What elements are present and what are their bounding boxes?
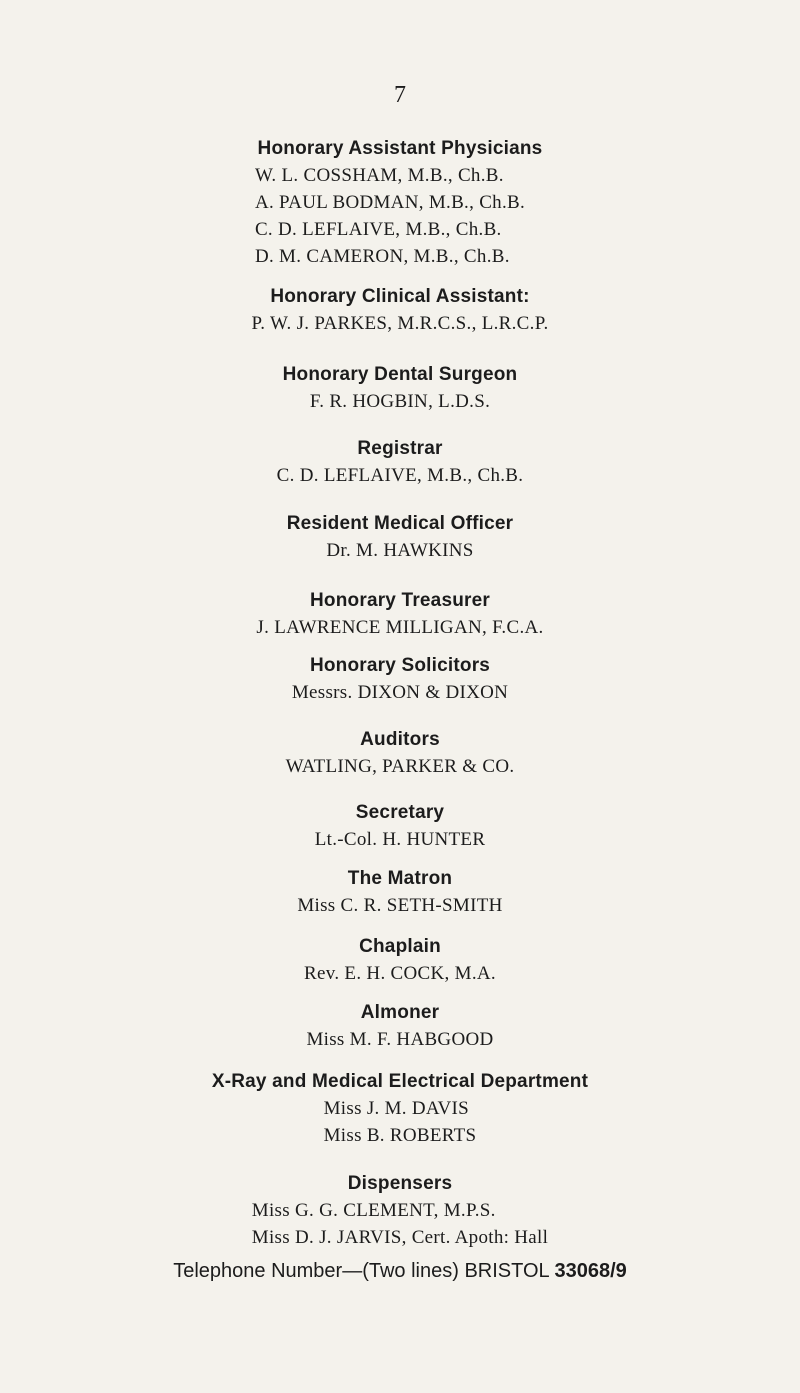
page-number: 7 xyxy=(394,82,406,108)
section-registrar xyxy=(0,436,800,489)
telephone-number: 33068/9 xyxy=(554,1260,627,1282)
name-entry: Rev. E. H. COCK, M.A. xyxy=(304,963,496,984)
section-heading: Almoner xyxy=(360,1002,440,1023)
section-honorary-solicitors xyxy=(0,653,800,706)
name-entry: Dr. M. HAWKINS xyxy=(326,540,474,561)
section-honorary-assistant-physicians xyxy=(0,136,800,270)
section-heading: Honorary Assistant Physicians xyxy=(257,138,543,159)
names-list xyxy=(251,310,548,337)
name-entry: Miss M. F. HABGOOD xyxy=(306,1029,494,1050)
names-list xyxy=(256,614,543,641)
name-entry: F. R. HOGBIN, L.D.S. xyxy=(309,391,491,412)
name-entry: C. D. LEFLAIVE, M.B., Ch.B. xyxy=(276,465,524,486)
names-list xyxy=(315,826,486,853)
telephone-line xyxy=(0,1260,800,1283)
names-list xyxy=(326,537,473,564)
section-heading: Chaplain xyxy=(359,936,441,957)
names-list xyxy=(286,753,515,780)
section-heading: Honorary Solicitors xyxy=(309,655,491,676)
section-resident-medical-officer xyxy=(0,511,800,564)
name-entry: J. LAWRENCE MILLIGAN, F.C.A. xyxy=(256,617,544,638)
name-entry: Miss C. R. SETH-SMITH xyxy=(297,895,503,916)
section-heading: X-Ray and Medical Electrical Department xyxy=(211,1071,589,1092)
section-auditors xyxy=(0,727,800,780)
name-entry: P. W. J. PARKES, M.R.C.S., L.R.C.P. xyxy=(251,313,549,334)
section-heading: Secretary xyxy=(355,802,445,823)
section-heading: Dispensers xyxy=(347,1173,453,1194)
section-xray-department xyxy=(0,1069,800,1149)
name-entry: Miss D. J. JARVIS, Cert. Apoth: Hall xyxy=(251,1227,549,1248)
names-list xyxy=(292,679,508,706)
section-heading: Honorary Dental Surgeon xyxy=(282,364,518,385)
names-list xyxy=(304,960,496,987)
name-entry: W. L. COSSHAM, M.B., Ch.B. xyxy=(254,165,504,186)
section-heading: Honorary Treasurer xyxy=(310,590,490,611)
section-dispensers xyxy=(0,1171,800,1251)
name-entry: Miss G. G. CLEMENT, M.P.S. xyxy=(251,1200,496,1221)
name-entry: A. PAUL BODMAN, M.B., Ch.B. xyxy=(254,192,526,213)
names-list xyxy=(255,162,525,270)
names-list xyxy=(277,462,524,489)
names-list xyxy=(324,1095,477,1149)
name-entry: WATLING, PARKER & CO. xyxy=(285,756,515,777)
name-entry: Lt.-Col. H. HUNTER xyxy=(314,829,486,850)
section-the-matron xyxy=(0,866,800,919)
section-honorary-treasurer xyxy=(0,588,800,641)
section-almoner xyxy=(0,1000,800,1053)
section-honorary-dental-surgeon xyxy=(0,362,800,415)
section-secretary xyxy=(0,800,800,853)
names-list xyxy=(310,388,490,415)
name-entry: Miss B. ROBERTS xyxy=(323,1125,477,1146)
names-list xyxy=(297,892,502,919)
section-honorary-clinical-assistant xyxy=(0,284,800,337)
section-heading: Auditors xyxy=(360,729,440,750)
section-heading: Resident Medical Officer xyxy=(286,513,514,534)
name-entry: Miss J. M. DAVIS xyxy=(323,1098,470,1119)
section-heading: Honorary Clinical Assistant: xyxy=(270,286,530,307)
names-list xyxy=(252,1197,548,1251)
name-entry: C. D. LEFLAIVE, M.B., Ch.B. xyxy=(254,219,502,240)
section-heading: The Matron xyxy=(347,868,453,889)
name-entry: Messrs. DIXON & DIXON xyxy=(291,682,509,703)
section-chaplain xyxy=(0,934,800,987)
telephone-label: Telephone Number—(Two lines) BRISTOL xyxy=(173,1260,549,1282)
section-heading: Registrar xyxy=(357,438,443,459)
names-list xyxy=(306,1026,493,1053)
name-entry: D. M. CAMERON, M.B., Ch.B. xyxy=(254,246,510,267)
